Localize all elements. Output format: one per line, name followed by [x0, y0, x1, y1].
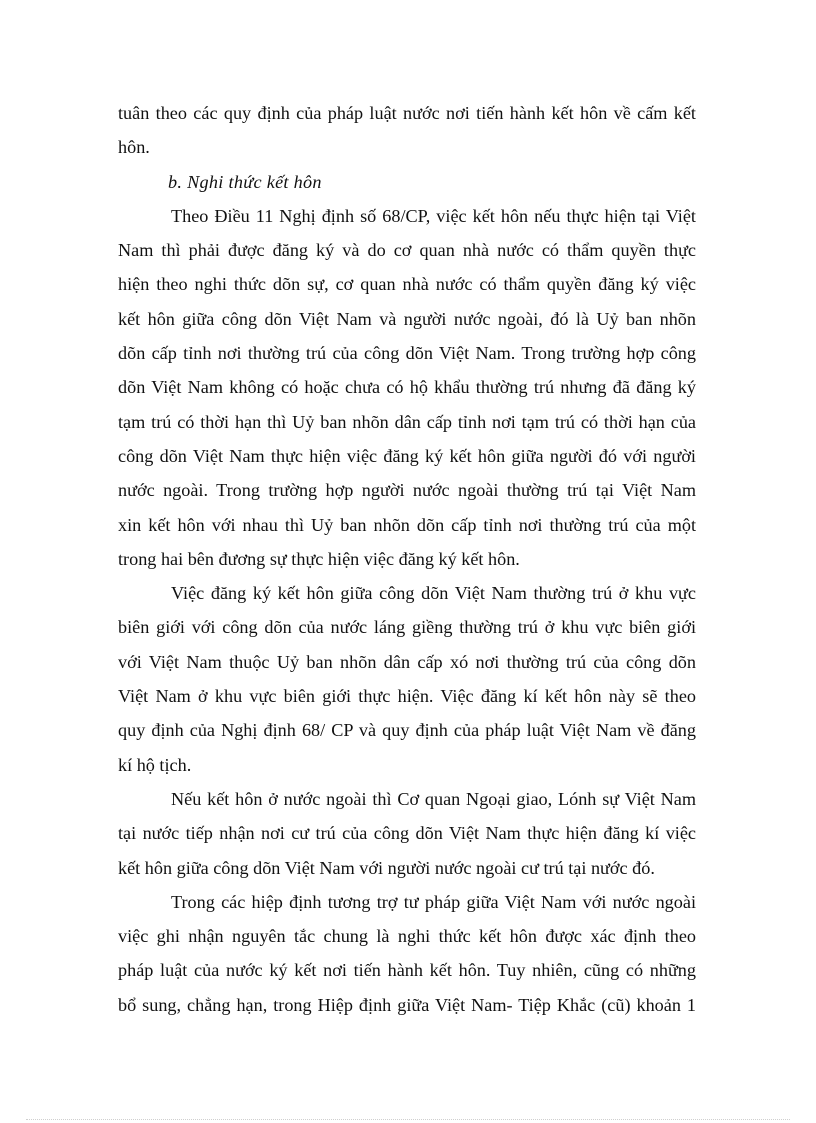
text-line: bổ sung, chẳng hạn, trong Hiệp định giữa Việt Nam- Tiệp Khắc (cũ) khoản 1 [118, 994, 696, 1015]
text-line: hôn. [118, 137, 150, 158]
paragraph-first-line: Theo Điều 11 Nghị định số 68/CP, việc kết hôn nếu thực hiện tại Việt [171, 205, 696, 226]
text-line: kết hôn giữa công dõn Việt Nam với người nước ngoài cư trú tại nước đó. [118, 857, 655, 878]
text-line: pháp luật của nước ký kết nơi tiến hành kết hôn. Tuy nhiên, cũng có những [118, 960, 696, 981]
text-line: dõn cấp tỉnh nơi thường trú của công dõn Việt Nam. Trong trường hợp công [118, 343, 696, 364]
text-line: kí hộ tịch. [118, 754, 192, 775]
paragraph-first-line: Trong các hiệp định tương trợ tư pháp giữa Việt Nam với nước ngoài [171, 891, 696, 912]
text-line: biên giới với công dõn của nước láng giềng thường trú ở khu vực biên giới [118, 617, 696, 638]
text-line: Việt Nam ở khu vực biên giới thực hiện. Việc đăng kí kết hôn này sẽ theo [118, 686, 696, 707]
text-line: việc ghi nhận nguyên tắc chung là nghi thức kết hôn được xác định theo [118, 926, 696, 947]
text-line: với Việt Nam thuộc Uỷ ban nhõn dân cấp xó nơi thường trú của công dõn [118, 651, 696, 672]
text-line: kết hôn giữa công dõn Việt Nam và người nước ngoài, đó là Uỷ ban nhõn [118, 308, 696, 329]
text-line: trong hai bên đương sự thực hiện việc đăng ký kết hôn. [118, 548, 520, 569]
text-line: dõn Việt Nam không có hoặc chưa có hộ khẩu thường trú nhưng đã đăng ký [118, 377, 696, 398]
paragraph-first-line: Nếu kết hôn ở nước ngoài thì Cơ quan Ngoại giao, Lónh sự Việt Nam [171, 788, 696, 809]
text-line: xin kết hôn với nhau thì Uỷ ban nhõn dõn cấp tỉnh nơi thường trú của một [118, 514, 696, 535]
text-line: hiện theo nghi thức dõn sự, cơ quan nhà nước có thẩm quyền đăng ký việc [118, 274, 696, 295]
text-line: quy định của Nghị định 68/ CP và quy định của pháp luật Việt Nam về đăng [118, 720, 696, 741]
text-line: tạm trú có thời hạn thì Uỷ ban nhõn dân cấp tỉnh nơi tạm trú có thời hạn của [118, 411, 696, 432]
text-line: nước ngoài. Trong trường hợp người nước ngoài thường trú tại Việt Nam [118, 480, 696, 501]
body-text [118, 96, 696, 1022]
paragraph-first-line: Việc đăng ký kết hôn giữa công dõn Việt Nam thường trú ở khu vực [171, 583, 696, 604]
text-line: tại nước tiếp nhận nơi cư trú của công dõn Việt Nam thực hiện đăng kí việc [118, 823, 696, 844]
page-bottom-edge [26, 1119, 790, 1120]
text-line: công dõn Việt Nam thực hiện việc đăng ký kết hôn giữa người đó với người [118, 445, 696, 466]
text-line: tuân theo các quy định của pháp luật nước nơi tiến hành kết hôn về cấm kết [118, 103, 696, 123]
section-heading: b. Nghi thức kết hôn [168, 171, 322, 192]
text-line: Nam thì phải được đăng ký và do cơ quan nhà nước có thẩm quyền thực [118, 240, 696, 261]
